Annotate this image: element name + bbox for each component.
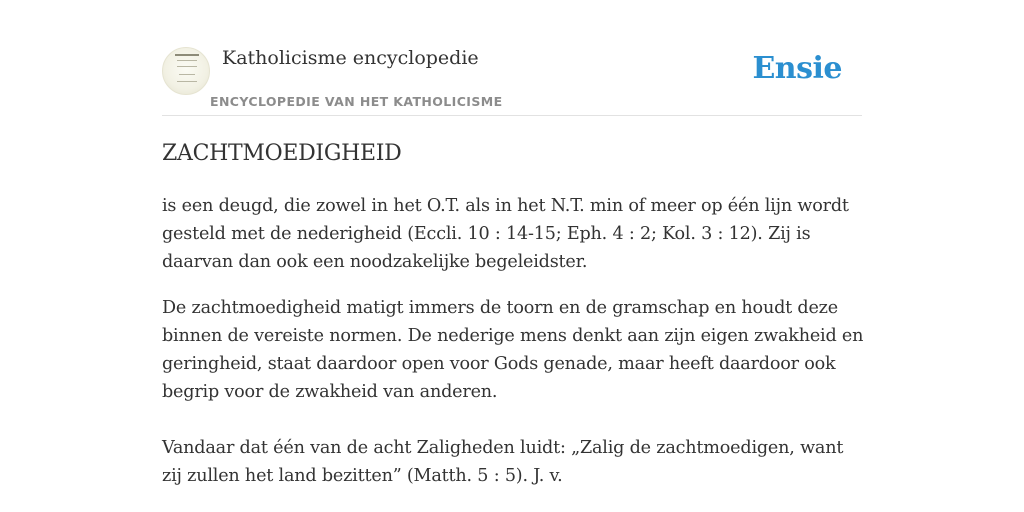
cover-line <box>177 81 197 82</box>
article-paragraph: Vandaar dat één van de acht Zaligheden luidt: „Zalig de zachtmoedigen, want zij zullen het land bezitten” (Matth. 5 : 5). J. v. <box>162 438 844 486</box>
cover-title-mark <box>175 54 199 56</box>
book-title[interactable]: Katholicisme encyclopedie <box>222 47 479 69</box>
article-paragraph: is een deugd, die zowel in het O.T. als in het N.T. min of meer op één lijn wordt gesteld met de nederigheid (Eccli. 10 : 14-15; Eph. 4 : 2; Kol. 3 : 12). Zij is daarvan dan ook een noodzakelijke begeleidster. <box>162 196 849 272</box>
article <box>162 138 866 490</box>
article-paragraph: De zachtmoedigheid matigt immers de toorn en de gramschap en houdt deze binnen de vereiste normen. De nederige mens denkt aan zijn eigen zwakheid en geringheid, staat daardoor open voor Gods genade, maar heeft daardoor ook begrip voor de zwakheid van anderen. <box>162 298 864 402</box>
cover-line <box>177 66 197 67</box>
ensie-logo-link[interactable]: Ensie <box>752 51 842 86</box>
book-cover-image[interactable] <box>162 47 210 95</box>
cover-line <box>179 74 195 75</box>
book-subtitle: ENCYCLOPEDIE VAN HET KATHOLICISME <box>210 94 503 109</box>
article-headword: ZACHTMOEDIGHEID <box>162 141 402 166</box>
cover-line <box>177 60 197 61</box>
page-header <box>162 44 862 116</box>
